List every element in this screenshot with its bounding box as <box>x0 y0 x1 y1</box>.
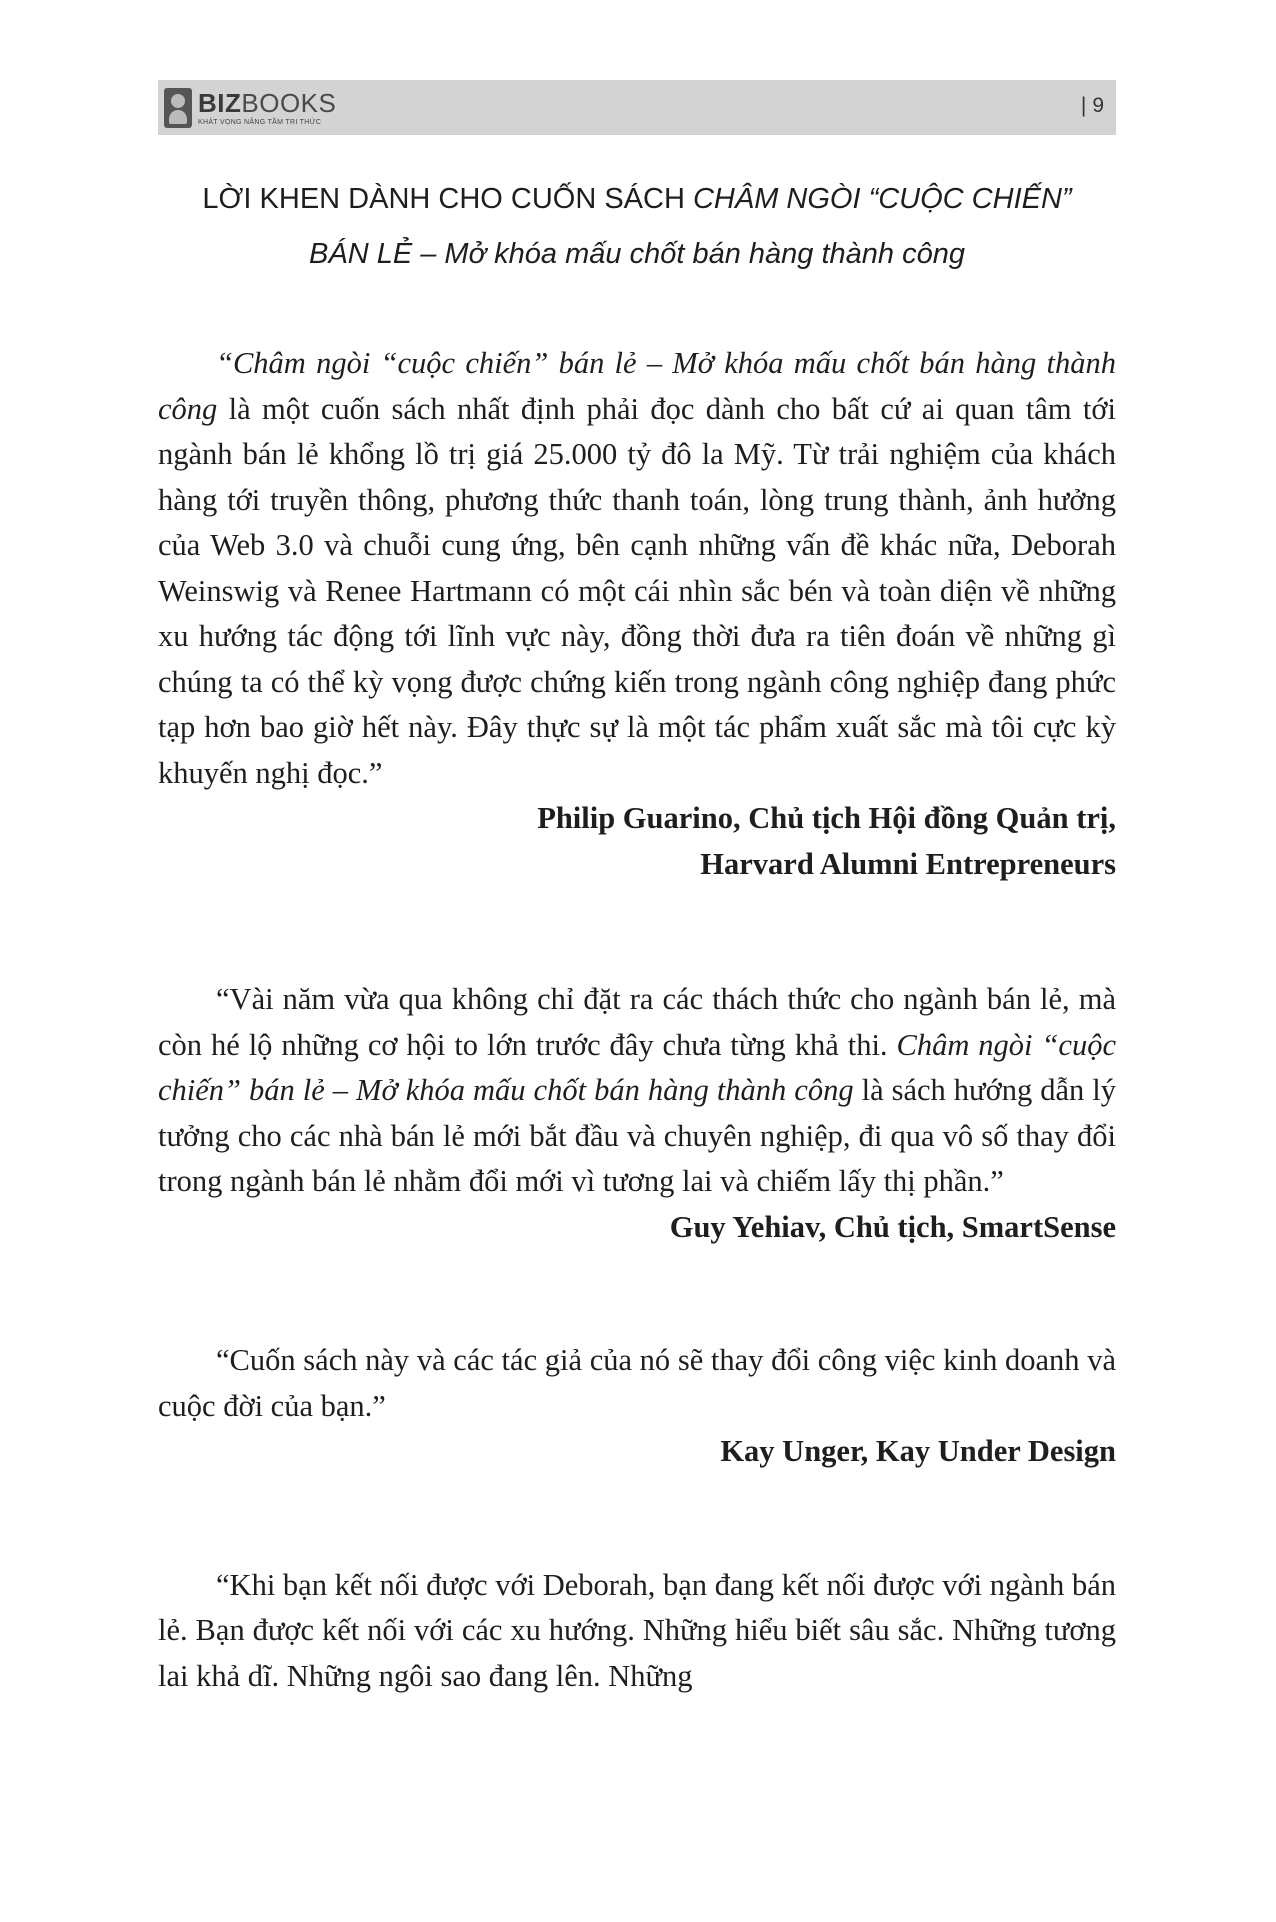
endorsement-attribution-2: Guy Yehiav, Chủ tịch, SmartSense <box>669 1209 1116 1244</box>
running-header <box>158 80 1116 135</box>
endorsements <box>158 341 1116 1699</box>
title-line1-plain: LỜI KHEN DÀNH CHO CUỐN SÁCH <box>202 183 693 215</box>
endorsement-quote-2: “Vài năm vừa qua không chỉ đặt ra các thách thức cho ngành bán lẻ, mà còn hé lộ những cơ hội to lớn trước đây chưa từng khả thi. Châm ngòi “cuộc chiến” bán lẻ – Mở khóa mấu chốt bán hàng thành công là sách hướng dẫn lý tưởng cho các nhà bán lẻ mới bắt đầu và chuyên nghiệp, đi qua vô số thay đổi trong ngành bán lẻ nhằm đổi mới vì tương lai và chiếm lấy thị phần.” <box>158 982 1116 1198</box>
endorsement-quote-4: “Khi bạn kết nối được với Deborah, bạn đang kết nối được với ngành bán lẻ. Bạn được kết nối với các xu hướng. Những hiểu biết sâu sắc. Những tương lai khả dĩ. Những ngôi sao đang lên. Những <box>158 1567 1116 1693</box>
page-number <box>1081 94 1104 118</box>
logo-emblem-icon <box>164 88 192 128</box>
logo-tagline: KHÁT VỌNG NÂNG TẦM TRI THỨC <box>198 119 322 126</box>
chapter-title <box>158 172 1116 282</box>
title-line1-italic: CHÂM NGÒI “CUỘC CHIẾN” <box>692 183 1072 215</box>
endorsement-attribution-3: Kay Unger, Kay Under Design <box>720 1434 1116 1468</box>
bizbooks-logo <box>164 86 336 130</box>
endorsement-quote-3: “Cuốn sách này và các tác giả của nó sẽ thay đổi công việc kinh doanh và cuộc đời của bạn.” <box>158 1343 1116 1423</box>
endorsement-quote-1: “Châm ngòi “cuộc chiến” bán lẻ – Mở khóa mấu chốt bán hàng thành công là một cuốn sách nhất định phải đọc dành cho bất cứ ai quan tâm tới ngành bán lẻ khổng lồ trị giá 25.000 tỷ đô la Mỹ. Từ trải nghiệm của khách hàng tới truyền thông, phương thức thanh toán, lòng trung thành, ảnh hưởng của Web 3.0 và chuỗi cung ứng, bên cạnh những vấn đề khác nữa, Deborah Weinswig và Renee Hartmann có một cái nhìn sắc bén và toàn diện về những xu hướng tác động tới lĩnh vực này, đồng thời đưa ra tiên đoán về những gì chúng ta có thể kỳ vọng được chứng kiến trong ngành công nghiệp đang phức tạp hơn bao giờ hết này. Đây thực sự là một tác phẩm xuất sắc mà tôi cực kỳ khuyến nghị đọc.” <box>158 346 1116 790</box>
page-number-value: 9 <box>1092 94 1104 117</box>
title-line2-italic: BÁN LẺ – Mở khóa mấu chốt bán hàng thành công <box>309 238 965 270</box>
page-separator: | <box>1080 94 1087 117</box>
endorsement-attribution-1: Philip Guarino, Chủ tịch Hội đồng Quản trị, Harvard Alumni Entrepreneurs <box>537 801 1116 881</box>
logo-name: BIZBOOKS <box>198 88 337 118</box>
